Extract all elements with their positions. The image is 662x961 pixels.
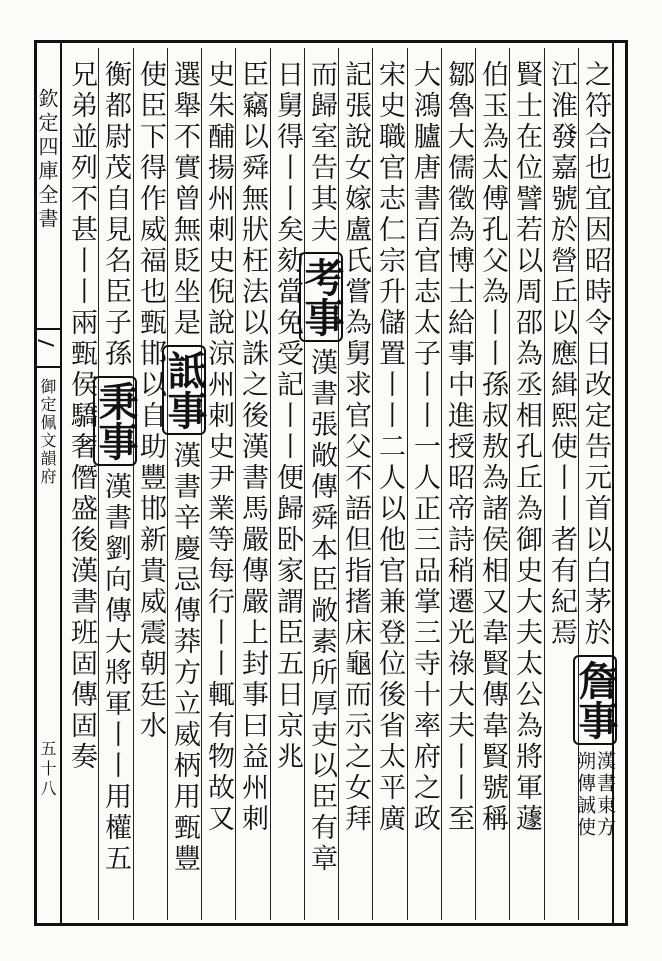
text-column [439,60,477,835]
text-column [507,60,545,835]
column-text: 選舉不實曾無貶坐是 [169,60,200,339]
text-column [161,60,208,875]
annotation-note [576,751,614,839]
column-text: 漢書張敞傳舜本臣敞素所厚吏以臣有章 [306,348,337,875]
column-text: 宋史職官志仁宗升儲置丨丨二人以他官兼登位後省太平廣 [374,60,405,835]
column-text: 漢書劉向傳大將軍丨丨用權五 [100,472,131,875]
entry-headword: 詆事 [162,345,206,435]
text-column [405,60,443,835]
text-column [199,60,237,835]
margin-strip [34,40,62,926]
column-text: 江淮發嘉號於營丘以應緝熙使丨丨者有紀焉 [546,60,577,649]
column-text: 賢士在位譬若以周邵為丞相孔丘為御史大夫太公為將軍蘧 [511,60,542,835]
column-text: 使臣下得作威福也 [135,60,166,308]
column-text: 日舅得丨丨矣 [272,60,303,246]
column-text: 大鴻臚唐書百官志太子丨丨一人正三品掌三寺十率府之政 [409,60,440,835]
page-number: 五十八 [38,740,57,800]
series-title: 御定佩文韻府 [38,378,57,486]
text-column [298,60,345,875]
book-title: 欽定四庫全書 [35,88,59,232]
text-column [542,60,580,649]
column-text: 侯驕奢僭盛後漢書班固傳固奏 [66,370,97,773]
text-column [370,60,408,835]
text-column [233,60,271,835]
entry-headword: 秉事 [93,376,137,466]
column-text: 衡都尉茂自見名臣子孫 [100,60,131,370]
text-column [92,60,139,875]
column-text: 漢書辛慶忌傳莽方立威柄用甄豐 [169,441,200,875]
text-column [336,60,374,835]
text-column [268,60,306,773]
column-text: 甄邯以自助豐邯新貴威震朝廷水 [135,308,166,742]
fish-tail-mark [34,328,60,368]
column-text: 劾當免受記丨丨便歸卧家謂臣五日京兆 [272,246,303,773]
column-text: 之符合也宜因昭時令日改定告元首以白茅於 [580,60,611,649]
note-left: 朔傳誠使 [574,751,596,839]
text-column [473,60,511,835]
text-column [62,60,100,773]
column-text: 記張說女嫁盧氏嘗為舅求官父不語但指搘床龜而示之女拜 [340,60,371,835]
note-right: 漢書東方 [594,751,616,839]
column-text: 伯玉為太傅孔父為丨丨孫叔敖為諸侯相又韋賢傳韋賢號稱 [477,60,508,835]
text-columns [64,44,619,924]
column-text: 兄弟並列不甚丨丨兩甄 [66,60,97,370]
column-text: 史朱酺揚州刺史倪說涼州刺史尹業等每行丨丨輒有物故又 [203,60,234,835]
column-text: 鄒魯大儒徵為博士給事中進授昭帝詩稍遷光祿大夫丨丨至 [443,60,474,835]
entry-headword: 詹事 [573,655,617,745]
entry-headword: 考事 [299,252,343,342]
column-text: 臣竊以舜無狀枉法以誅之後漢書馬嚴傳嚴上封事曰益州刺 [237,60,268,835]
text-column [572,60,619,839]
column-text: 而歸室告其夫 [306,60,337,246]
